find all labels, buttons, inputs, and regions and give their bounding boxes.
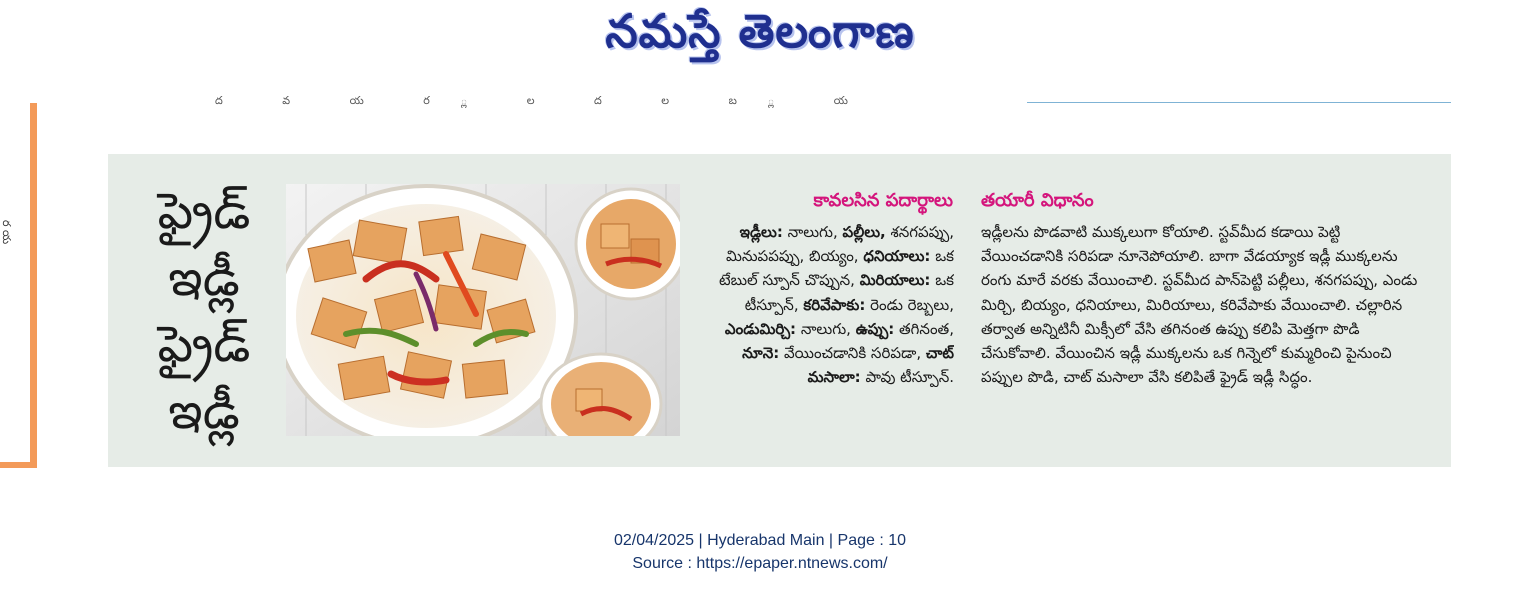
recipe-title-line-4: ఇడ్లీ xyxy=(168,381,240,440)
ingredient-value: పావు టీస్పూన్. xyxy=(860,368,954,387)
left-orange-border-bottom xyxy=(0,462,37,468)
top-divider-line xyxy=(1027,102,1451,103)
ingredients-list xyxy=(692,220,954,442)
recipe-title-line-1: ఫ్రైడ్ xyxy=(157,182,251,240)
method-paragraph: ఇడ్లీలను పొడవాటి ముక్కలుగా కోయాలి. స్టవ్‌మీద కడాయి పెట్టి వేయించడానికి సరిపడా నూనెపోయాలి. బాగా వేడయ్యాక ఇడ్లీ ముక్కలను రంగు మారే వరకు వేయించాలి. స్టవ్‌మీద పాన్‌పెట్టి పల్లీలు, శనగపప్పు, ఎండు మిర్చి, బియ్యం, ధనియాలు, మిరియాలు, కరివేపాకు వేయించాలి. చల్లారిన తర్వాత అన్నిటినీ మిక్సీలో వేసి తగినంత ఉప్పు కలిపి మెత్తగా పొడి చేసుకోవాలి. వేయించిన ఇడ్లీ ముక్కలను ఒక గిన్నెలో కుమ్మరించి పైనుంచి పప్పుల పొడి, చాట్ మసాలా వేసి కలిపితే ఫ్రైడ్ ఇడ్లీ సిద్ధం. xyxy=(981,223,1418,387)
ingredient-value: తగినంత, xyxy=(894,319,954,338)
ingredient-label: ఉప్పు: xyxy=(855,319,895,338)
recipe-title xyxy=(128,182,280,440)
ingredient-label: ఇడ్లీలు: xyxy=(739,223,783,241)
ingredient-value: వేయించడానికి సరిపడా, xyxy=(779,344,926,363)
ingredient-value: రెండు రెబ్బలు, xyxy=(865,295,954,314)
fried-idli-photo xyxy=(286,184,680,436)
cut-off-text-strip: ద వ య ర ్ల ల ద ల బ ్ల య xyxy=(215,94,876,107)
method-heading: తయారీ విధానం xyxy=(981,190,1094,211)
masthead-title: నమస్తే తెలంగాణ xyxy=(605,4,915,58)
ingredient-value: శనగపప్పు, మినుపపప్పు, బియ్యం, xyxy=(725,223,954,266)
footer-date-page: 02/04/2025 | Hyderabad Main | Page : 10 xyxy=(613,532,907,549)
recipe-title-line-2: ఇడ్లీ xyxy=(168,248,240,307)
ingredient-value: నాలుగు, xyxy=(796,319,856,338)
left-orange-border xyxy=(30,103,37,468)
ingredient-label: పల్లీలు, xyxy=(842,223,886,241)
ingredient-label: ఎండుమిర్చి: xyxy=(724,319,797,338)
recipe-title-line-3: ఫ్రైడ్ xyxy=(157,315,251,374)
ingredient-value: నాలుగు, xyxy=(782,223,843,241)
ingredient-value: ఒక టీస్పూన్, xyxy=(744,271,954,314)
left-cut-text: ర య xyxy=(0,220,13,245)
footer-source: Source : https://epaper.ntnews.com/ xyxy=(632,555,888,572)
ingredient-label: నూనె: xyxy=(742,344,780,363)
ingredient-label: మిరియాలు: xyxy=(859,271,931,290)
ingredient-label: కరివేపాకు: xyxy=(803,295,866,314)
ingredient-label: చాట్ మసాలా: xyxy=(807,344,954,387)
ingredient-value: ఒక టేబుల్ స్పూన్ చొప్పున, xyxy=(719,247,954,290)
newspaper-masthead xyxy=(560,2,960,72)
ingredient-label: ధనియాలు: xyxy=(863,247,931,266)
ingredients-heading: కావలసిన పదార్థాలు xyxy=(813,190,953,211)
